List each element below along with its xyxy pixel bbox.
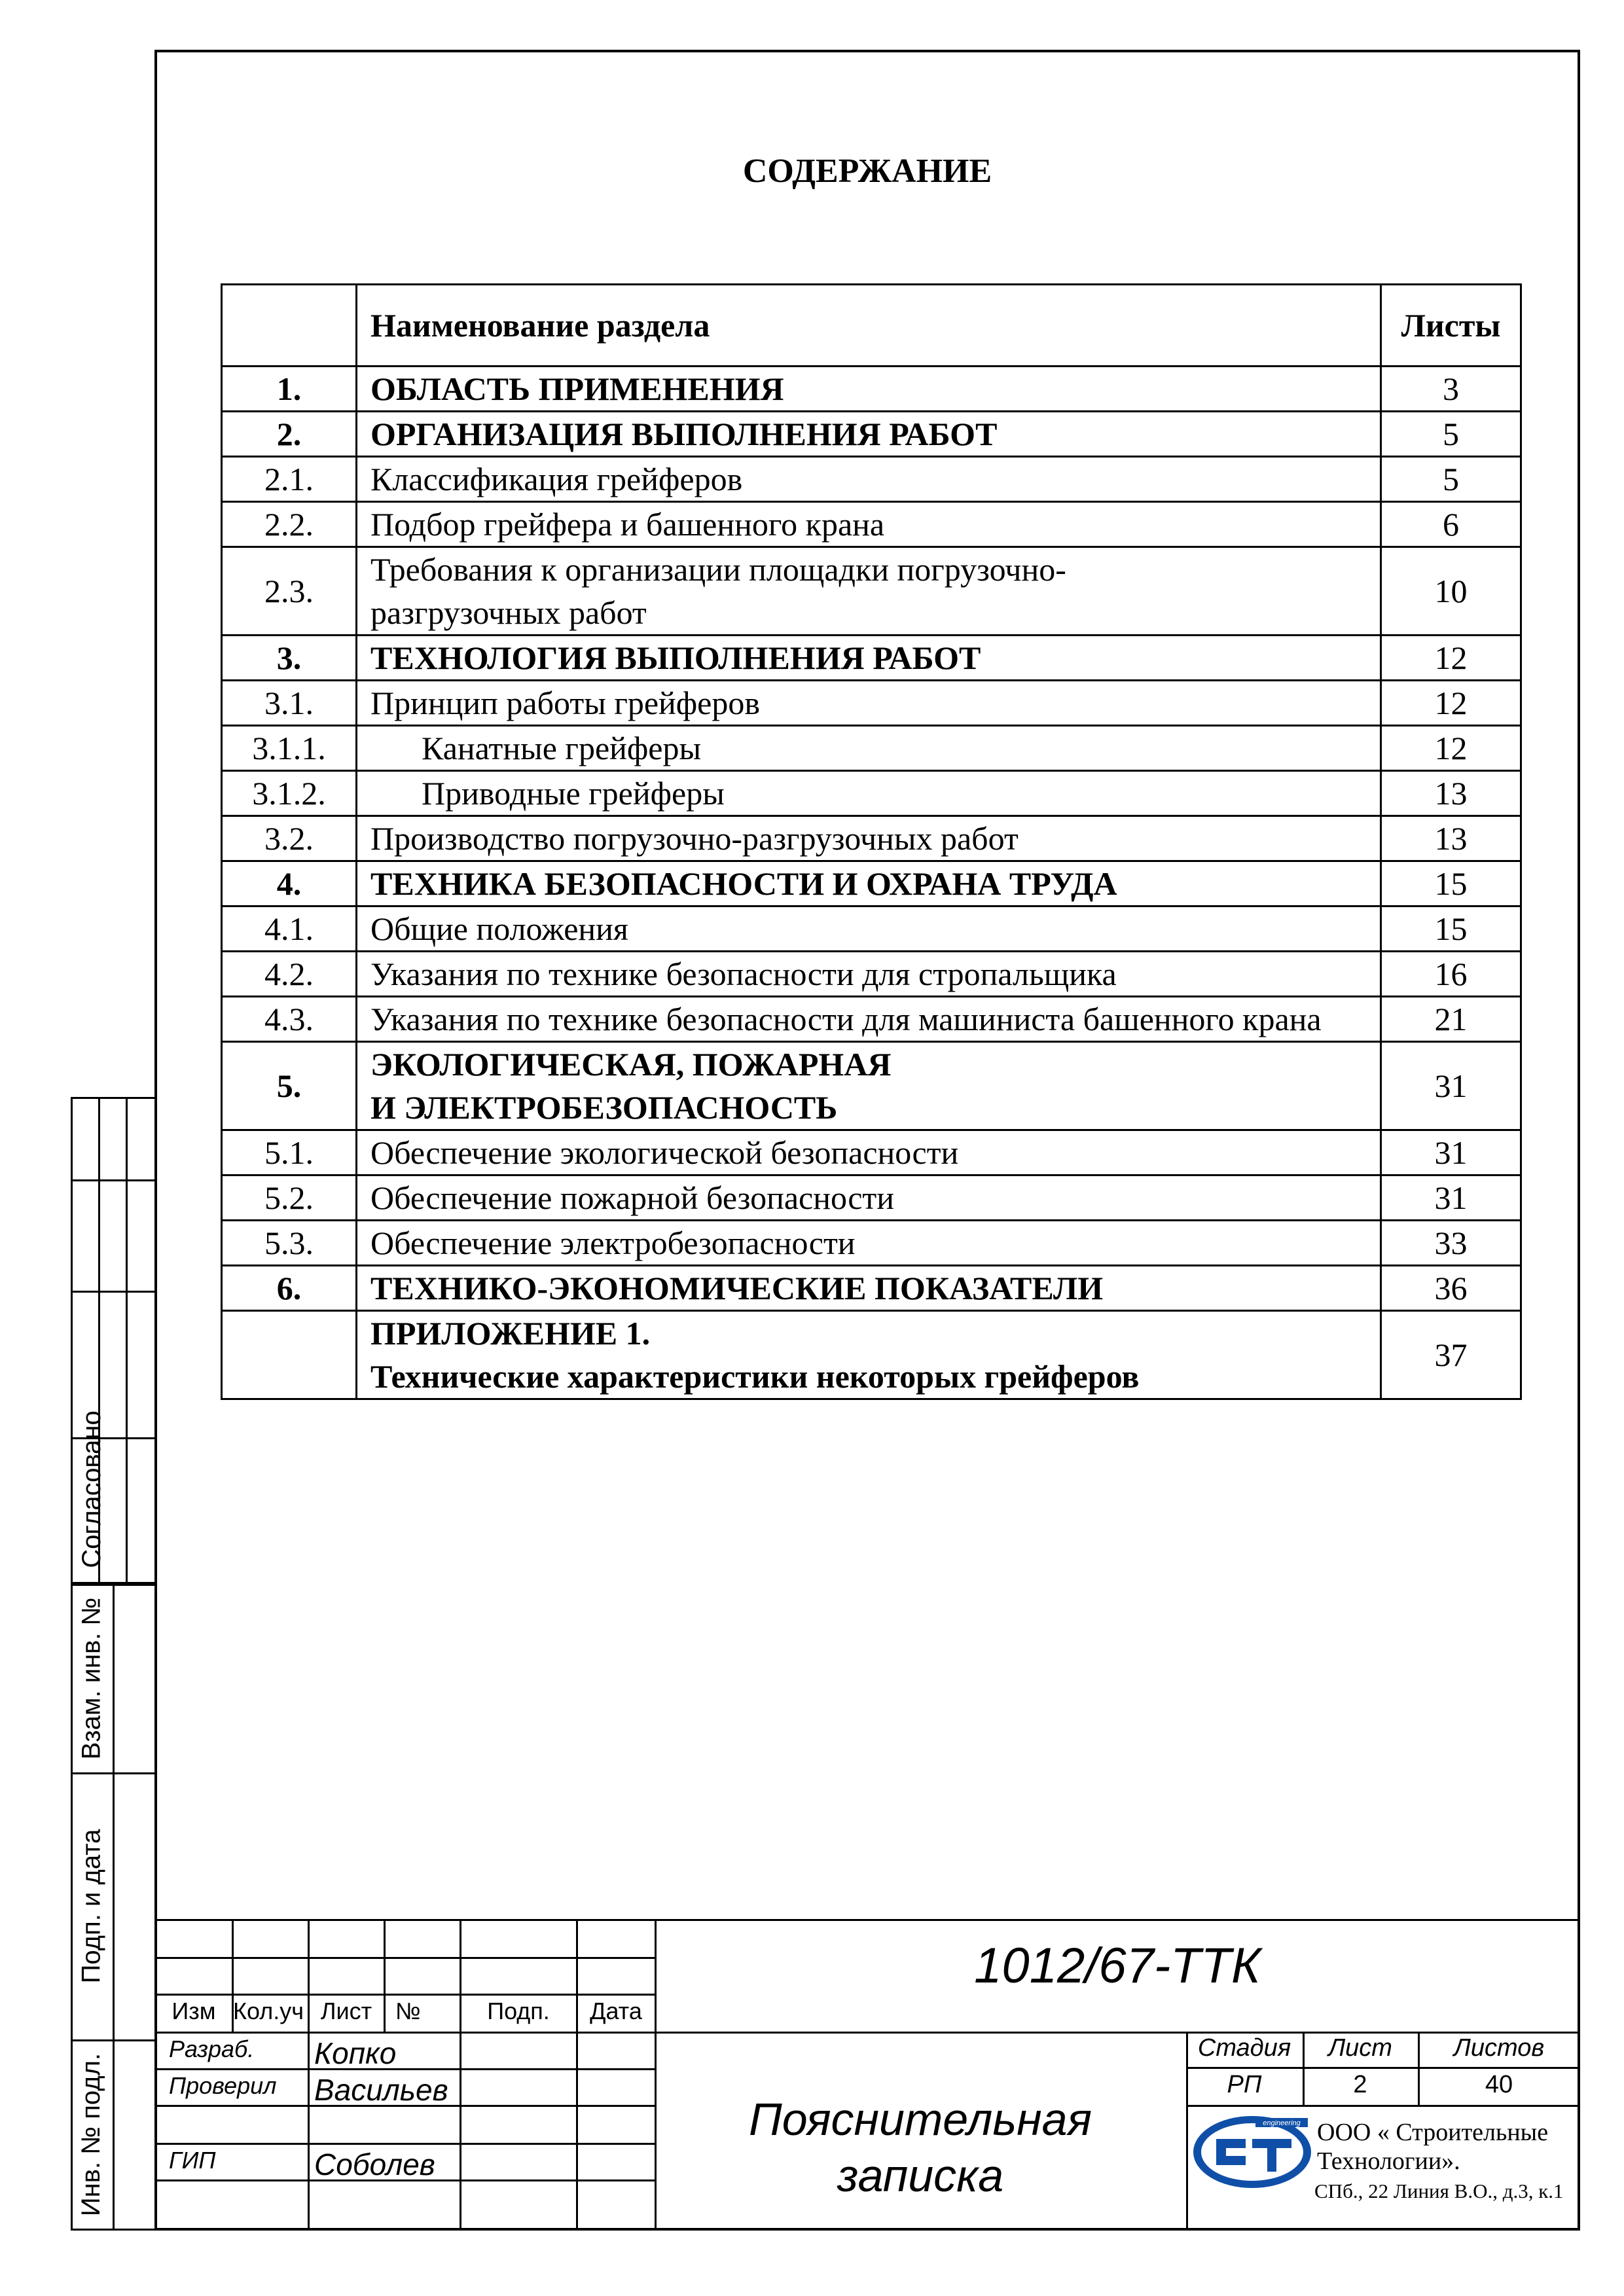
document-code: 1012/67-ТТК [974, 1938, 1261, 1994]
doc-name-line2: записка [837, 2150, 1004, 2201]
sign-date-label: Подп. и дата [77, 1829, 106, 1983]
table-header-row [222, 285, 1521, 367]
row-number: 3.2. [222, 816, 357, 861]
row-name: Указания по технике безопасности для машиниста башенного крана [357, 997, 1381, 1042]
row-number: 5. [222, 1042, 357, 1130]
row-name: Приводные грейферы [357, 771, 1381, 816]
row-page: 21 [1381, 997, 1521, 1042]
header-section-name: Наименование раздела [357, 285, 1381, 367]
row-page: 15 [1381, 861, 1521, 906]
row-number: 4.1. [222, 906, 357, 952]
sheet-value: 2 [1353, 2071, 1367, 2098]
row-name: ТЕХНИКО-ЭКОНОМИЧЕСКИЕ ПОКАЗАТЕЛИ [357, 1266, 1381, 1311]
row-number: 4.2. [222, 952, 357, 997]
row-page: 5 [1381, 412, 1521, 457]
sheets-label: Листов [1453, 2034, 1545, 2062]
table-row [222, 636, 1521, 681]
row-name: Подбор грейфера и башенного крана [357, 502, 1381, 547]
row-name: Указания по технике безопасности для стропальщика [357, 952, 1381, 997]
table-row [222, 502, 1521, 547]
row-page: 33 [1381, 1221, 1521, 1266]
sheets-value: 40 [1485, 2071, 1513, 2098]
appendix-row [222, 1311, 1521, 1399]
row-page: 13 [1381, 816, 1521, 861]
row-number: 4. [222, 861, 357, 906]
row-name: Принцип работы грейферов [357, 681, 1381, 726]
row-name: Общие положения [357, 906, 1381, 952]
row-page: 13 [1381, 771, 1521, 816]
appendix-line1: ПРИЛОЖЕНИЕ 1. [370, 1315, 651, 1352]
row-name: ТЕХНОЛОГИЯ ВЫПОЛНЕНИЯ РАБОТ [357, 636, 1381, 681]
table-row [222, 997, 1521, 1042]
col-izm: Изм [171, 1998, 216, 2024]
table-row [222, 1130, 1521, 1175]
table-row [222, 1221, 1521, 1266]
row-page: 12 [1381, 681, 1521, 726]
stage-value: РП [1227, 2071, 1262, 2098]
table-row [222, 1042, 1521, 1130]
table-row [222, 547, 1521, 636]
row-page: 31 [1381, 1042, 1521, 1130]
row-number: 5.2. [222, 1175, 357, 1221]
col-list: Лист [320, 1998, 372, 2024]
table-row [222, 1175, 1521, 1221]
row-page: 3 [1381, 367, 1521, 412]
row-number: 6. [222, 1266, 357, 1311]
table-row [222, 861, 1521, 906]
header-number [222, 285, 357, 367]
row-number: 3.1.1. [222, 726, 357, 771]
page-title: СОДЕРЖАНИЕ [742, 152, 992, 190]
table-row [222, 457, 1521, 502]
table-row [222, 412, 1521, 457]
row-name: ОРГАНИЗАЦИЯ ВЫПОЛНЕНИЯ РАБОТ [357, 412, 1381, 457]
row-number: 2.1. [222, 457, 357, 502]
row-page: 36 [1381, 1266, 1521, 1311]
row-number: 2.3. [222, 547, 357, 636]
row-page: 16 [1381, 952, 1521, 997]
svg-text:engineering: engineering [1263, 2119, 1301, 2127]
row-number: 1. [222, 367, 357, 412]
col-kol: Кол.уч [233, 1998, 304, 2024]
row-number: 2.2. [222, 502, 357, 547]
row-page: 10 [1381, 547, 1521, 636]
row-page: 12 [1381, 636, 1521, 681]
org-line2: Технологии». [1317, 2147, 1460, 2175]
appendix-number [222, 1311, 357, 1399]
inv-orig-label: Инв. № подл. [77, 2053, 106, 2216]
table-row [222, 367, 1521, 412]
table-row [222, 952, 1521, 997]
table-row [222, 726, 1521, 771]
org-address: СПб., 22 Линия В.О., д.3, к.1 [1314, 2179, 1564, 2202]
company-logo [1190, 2113, 1314, 2191]
row-page: 31 [1381, 1130, 1521, 1175]
row-page: 15 [1381, 906, 1521, 952]
row-name: ОБЛАСТЬ ПРИМЕНЕНИЯ [357, 367, 1381, 412]
row-page: 31 [1381, 1175, 1521, 1221]
org-line1: ООО « Строительные [1317, 2119, 1549, 2146]
row-page: 12 [1381, 726, 1521, 771]
row-name: ТЕХНИКА БЕЗОПАСНОСТИ И ОХРАНА ТРУДА [357, 861, 1381, 906]
table-row [222, 816, 1521, 861]
col-date: Дата [590, 1998, 642, 2024]
agreed-label: Согласовано [77, 1410, 106, 1568]
row-number: 5.3. [222, 1221, 357, 1266]
role-proveril: Проверил [169, 2072, 277, 2099]
replace-inv-label: Взам. инв. № [77, 1597, 106, 1759]
col-podp: Подп. [487, 1998, 550, 2024]
row-name: Производство погрузочно-разгрузочных работ [357, 816, 1381, 861]
header-pages: Листы [1381, 285, 1521, 367]
appendix-line2: Технические характеристики некоторых грейферов [370, 1358, 1140, 1395]
row-name: ЭКОЛОГИЧЕСКАЯ, ПОЖАРНАЯ И ЭЛЕКТРОБЕЗОПАСНОСТЬ [357, 1042, 1381, 1130]
contents-table [221, 283, 1522, 1400]
appendix-page: 37 [1381, 1311, 1521, 1399]
row-name: Канатные грейферы [357, 726, 1381, 771]
row-name: Классификация грейферов [357, 457, 1381, 502]
doc-name-line1: Пояснительная [748, 2094, 1092, 2145]
table-row [222, 1266, 1521, 1311]
row-page: 5 [1381, 457, 1521, 502]
name-razrab: Копко [314, 2036, 397, 2070]
table-row [222, 906, 1521, 952]
role-gip: ГИП [169, 2147, 216, 2174]
row-page: 6 [1381, 502, 1521, 547]
name-proveril: Васильев [314, 2073, 448, 2107]
appendix-name [357, 1311, 1381, 1399]
sheet-label: Лист [1328, 2034, 1392, 2062]
row-number: 3.1.2. [222, 771, 357, 816]
row-number: 5.1. [222, 1130, 357, 1175]
col-num: № [395, 1998, 421, 2024]
row-name: Обеспечение экологической безопасности [357, 1130, 1381, 1175]
role-razrab: Разраб. [169, 2036, 255, 2062]
row-number: 3. [222, 636, 357, 681]
row-name: Требования к организации площадки погрузочно-разгрузочных работ [357, 547, 1381, 636]
name-gip: Соболев [314, 2147, 435, 2181]
row-number: 3.1. [222, 681, 357, 726]
stage-label: Стадия [1197, 2034, 1291, 2062]
row-name: Обеспечение пожарной безопасности [357, 1175, 1381, 1221]
row-number: 4.3. [222, 997, 357, 1042]
table-row [222, 681, 1521, 726]
row-name: Обеспечение электробезопасности [357, 1221, 1381, 1266]
table-row [222, 771, 1521, 816]
row-number: 2. [222, 412, 357, 457]
